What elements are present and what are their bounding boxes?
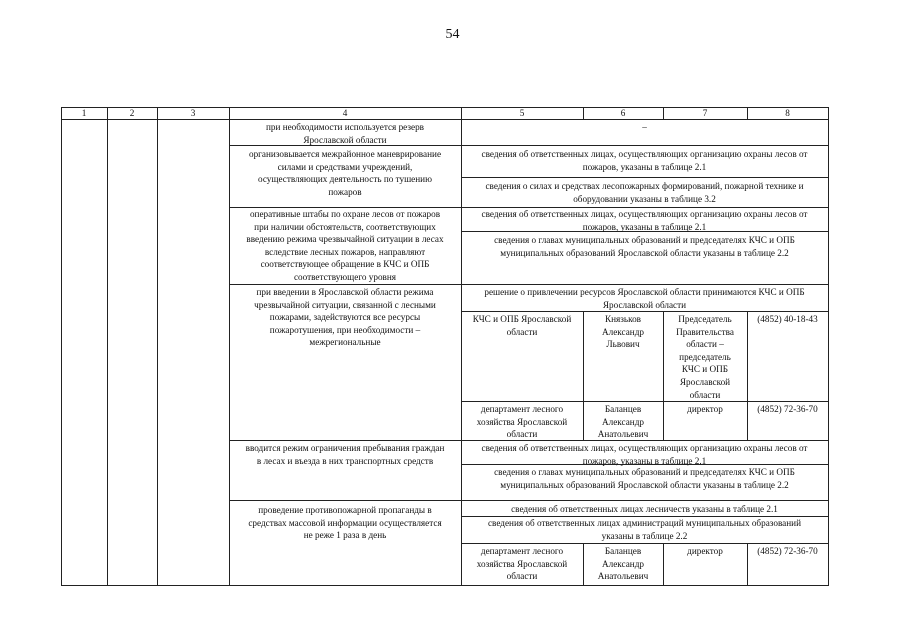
- org-name: области: [506, 571, 538, 582]
- person-name: Анатольевич: [597, 429, 649, 440]
- column-header: 4: [342, 108, 348, 118]
- grid-line: [461, 401, 829, 402]
- grid-line: [828, 107, 829, 586]
- person-name: Александр: [602, 326, 644, 337]
- info-text: сведения об ответственных лицах администраций муниципальных образований: [487, 518, 801, 528]
- column-header: 1: [81, 108, 87, 118]
- action-text: при наличии обстоятельств, соответствующих: [254, 221, 436, 232]
- org-name: департамент лесного: [480, 404, 564, 414]
- info-text: сведения о силах и средствах лесопожарных формирований, пожарной технике и: [485, 181, 804, 191]
- position: Правительства: [676, 326, 734, 337]
- org-name: хозяйства Ярославской: [476, 416, 568, 427]
- grid-line: [107, 107, 108, 586]
- position: Председатель: [678, 314, 732, 324]
- column-header: 8: [785, 108, 790, 118]
- action-text: Ярославской области: [303, 134, 387, 145]
- action-text: пожаротушения, при необходимости –: [269, 324, 421, 335]
- info-text: муниципальных образований Ярославской области указаны в таблице 2.2: [500, 247, 789, 258]
- action-text: в лесах и въезда в них транспортных средств: [256, 455, 434, 466]
- info-text: сведения о главах муниципальных образований и председателях КЧС и ОПБ: [494, 235, 795, 245]
- phone: (4852) 72-36-70: [757, 404, 818, 414]
- action-text: пожаров: [328, 186, 362, 197]
- action-text: оперативные штабы по охране лесов от пожаров: [249, 209, 441, 219]
- info-text: указаны в таблице 2.2: [601, 530, 688, 541]
- action-text: средствах массовой информации осуществляется: [248, 517, 442, 528]
- info-text: сведения об ответственных лицах, осуществляющих организацию охраны лесов от: [481, 209, 808, 219]
- grid-line: [461, 543, 829, 544]
- info-text: сведения об ответственных лицах, осуществляющих организацию охраны лесов от: [481, 443, 808, 453]
- position: директор: [687, 546, 723, 556]
- position: председатель: [679, 351, 731, 362]
- grid-line: [157, 107, 158, 586]
- info-text: пожаров, указаны в таблице 2.1: [582, 161, 707, 172]
- phone: (4852) 72-36-70: [757, 546, 818, 556]
- person-name: Александр: [602, 416, 644, 427]
- action-text: проведение противопожарной пропаганды в: [258, 505, 432, 515]
- org-name: области: [506, 326, 538, 337]
- action-text: межрегиональные: [309, 337, 381, 348]
- position: области –: [686, 339, 724, 350]
- position: области: [689, 389, 721, 400]
- info-text: сведения об ответственных лицах лесничеств указаны в таблице 2.1: [511, 504, 778, 514]
- fire-response-table: [61, 107, 828, 585]
- column-header: 6: [620, 108, 626, 118]
- action-text: вводится режим ограничения пребывания граждан: [245, 443, 445, 453]
- column-header: 3: [190, 108, 196, 118]
- info-text: пожаров, указаны в таблице 2.1: [582, 221, 707, 232]
- person-name: Баланцев: [604, 546, 642, 556]
- action-text: при введении в Ярославской области режима: [256, 287, 434, 297]
- action-text: при необходимости используется резерв: [265, 122, 425, 132]
- position: директор: [687, 404, 723, 414]
- action-text: вследствие лесных пожаров, направляют: [264, 246, 426, 257]
- org-name: департамент лесного: [480, 546, 564, 556]
- org-name: хозяйства Ярославской: [476, 558, 568, 569]
- action-text: силами и средствами учреждений,: [277, 161, 413, 172]
- action-text: введению режима чрезвычайной ситуации в лесах: [246, 234, 444, 245]
- org-name: области: [506, 429, 538, 440]
- person-name: Львович: [606, 339, 640, 350]
- person-name: Баланцев: [604, 404, 642, 414]
- action-text: осуществляющих деятельность по тушению: [258, 174, 432, 185]
- action-text: не реже 1 раза в день: [303, 530, 387, 541]
- info-text: пожаров, указаны в таблице 2.1: [582, 455, 707, 466]
- grid-line: [61, 585, 829, 586]
- person-name: Анатольевич: [597, 571, 649, 582]
- column-header: 7: [702, 108, 708, 118]
- info-text: оборудовании указаны в таблице 3.2: [573, 193, 716, 204]
- org-name: КЧС и ОПБ Ярославской: [472, 314, 572, 324]
- page-number: 54: [445, 27, 460, 42]
- position: КЧС и ОПБ: [681, 364, 729, 375]
- person-name: Князьков: [604, 314, 642, 324]
- action-text: чрезвычайной ситуации, связанной с лесными: [254, 299, 436, 310]
- info-text: Ярославской области: [602, 299, 687, 310]
- column-header: 5: [519, 108, 525, 118]
- action-text: пожарами, задействуются все ресурсы: [269, 312, 421, 323]
- info-text: сведения о главах муниципальных образований и председателях КЧС и ОПБ: [494, 467, 795, 477]
- grid-line: [61, 107, 62, 586]
- person-name: Александр: [602, 558, 644, 569]
- column-header: 2: [129, 108, 135, 118]
- action-text: организовывается межрайонное маневрирование: [248, 149, 442, 159]
- info-text: решение о привлечении ресурсов Ярославской области принимаются КЧС и ОПБ: [484, 287, 805, 297]
- dash: –: [642, 122, 647, 132]
- position: Ярославской: [679, 377, 731, 387]
- info-text: муниципальных образований Ярославской области указаны в таблице 2.2: [500, 479, 789, 490]
- action-text: соответствующего уровня: [293, 272, 397, 282]
- action-text: соответствующее обращение в КЧС и ОПБ: [260, 259, 430, 270]
- phone: (4852) 40-18-43: [757, 314, 818, 324]
- info-text: сведения об ответственных лицах, осуществляющих организацию охраны лесов от: [481, 149, 808, 159]
